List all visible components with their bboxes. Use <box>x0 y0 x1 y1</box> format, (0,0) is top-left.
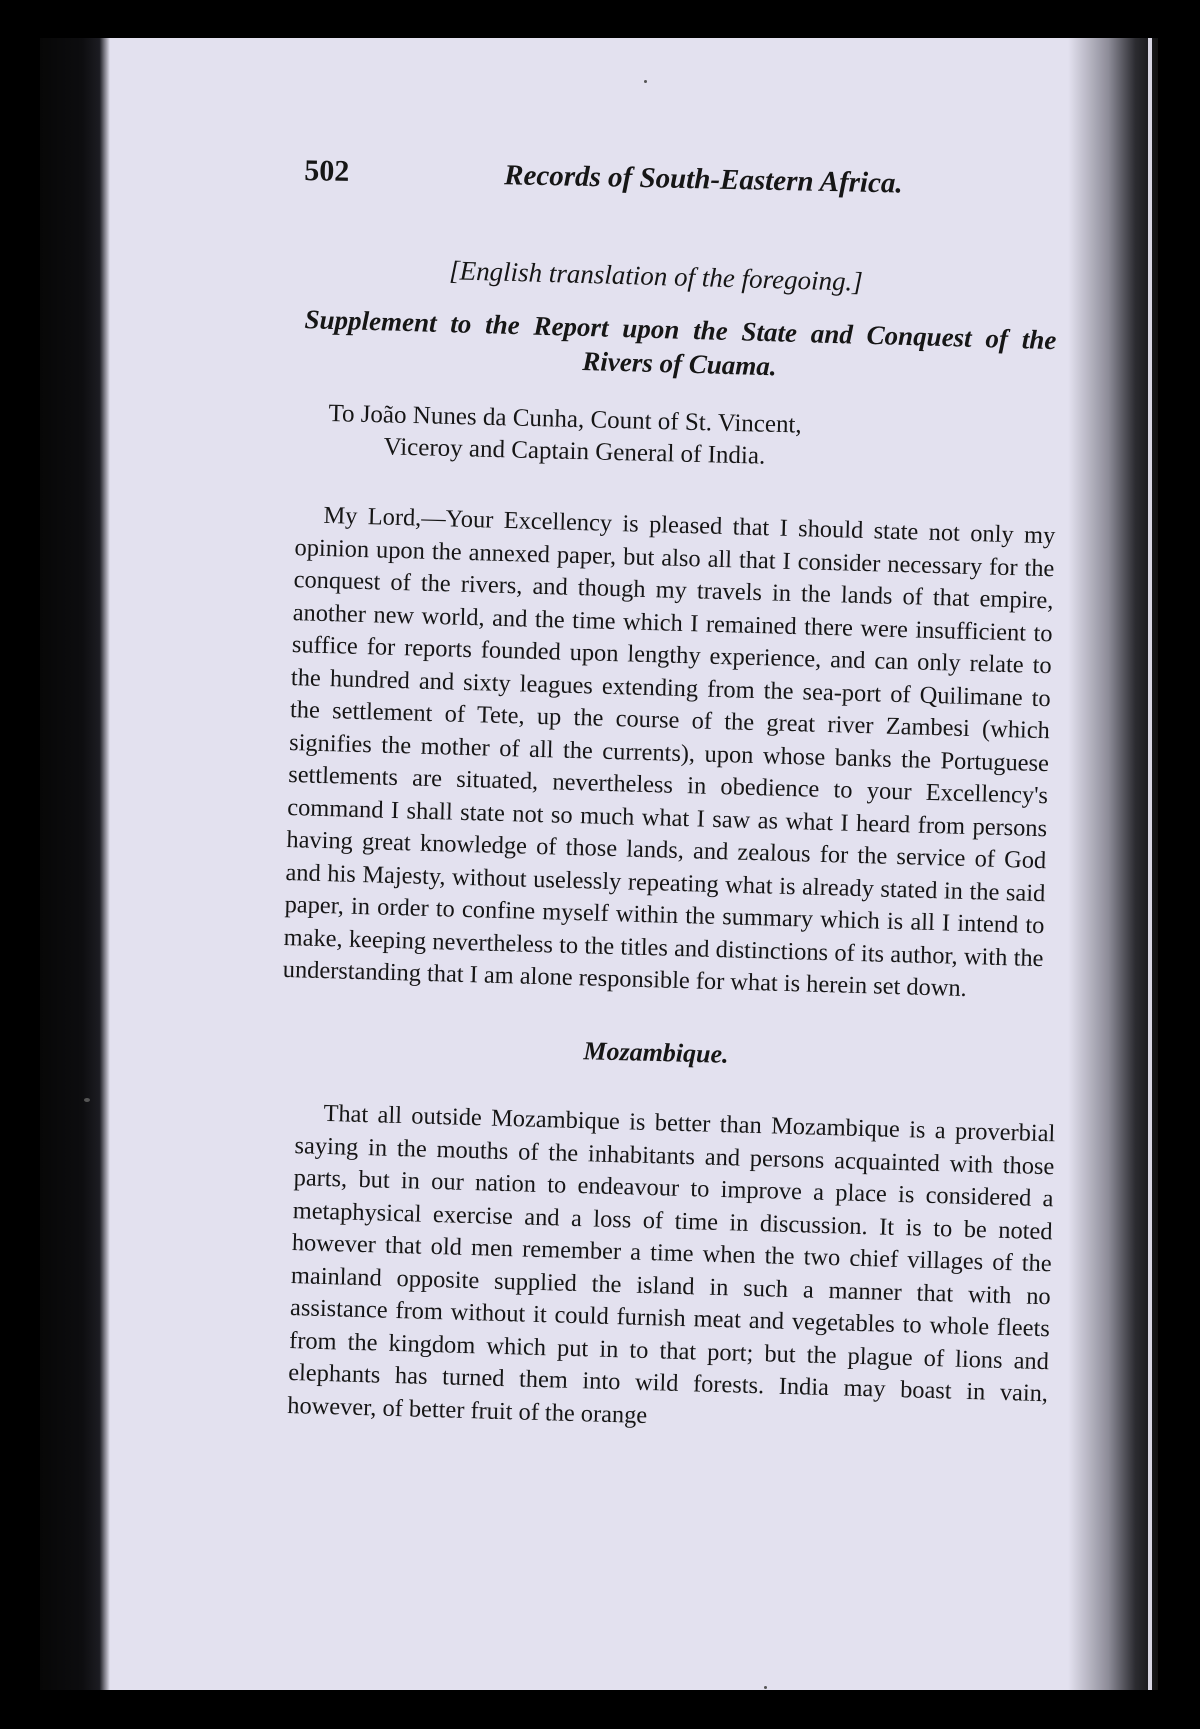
page-edge <box>1148 38 1152 1690</box>
paper-speck <box>764 1686 767 1689</box>
running-title: Records of South-Eastern Africa. <box>503 159 903 200</box>
book-page <box>40 38 1158 1690</box>
page-number: 502 <box>303 154 350 188</box>
running-head <box>255 153 1056 230</box>
page-content <box>256 153 1056 1445</box>
address-line-1: To João Nunes da Cunha, Count of St. Vincent, <box>328 399 803 439</box>
document-subtitle: Supplement to the Report upon the State and Conquest of the Rivers of Cuama. <box>304 304 1057 382</box>
paper-speck <box>644 80 647 83</box>
paragraph-mozambique: That all outside Mozambique is better than Mozambique is a proverbial saying in the mouths of the inhabitants and persons acquainted with those parts, but in our nation to endeavour to improve a place is considered a metaphysical exercise and a loss of time in discussion. It is to be noted however that old men remember a time when the two chief villages of the mainland opposite supplied the island in such a manner that with no assistance from without it could furnish meat and vegetables to whole fleets from the kingdom which put in to that port; but the plague of lions and elephants has turned them into wild forests. India may boast in vain, however, of better fruit of the orange <box>287 1099 1056 1429</box>
page-edge-shadow <box>1068 38 1158 1690</box>
paragraph-letter: My Lord,—Your Excellency is pleased that I should state not only my opinion upon the annexed paper, but also all that I consider necessary for the conquest of the rivers, and though my travels in the lands of that empire, another new world, and the time which I remained there were insufficient to suffice for reports founded upon lengthy experience, and can only relate to the hundred and sixty leagues extending from the sea-port of Quilimane to the settlement of Tete, up the course of the great river Zambesi (which signifies the mother of all the currents), upon whose banks the Portuguese settlements are situated, nevertheless in obedience to your Excellency's command I shall state not so much what I saw as what I heard from persons having great knowledge of those lands, and zealous for the service of God and his Majesty, without uselessly repeating what is already stated in the said paper, in order to confine myself within the summary which is all I intend to make, keeping nevertheless to the titles and distinctions of its author, with the understanding that I am alone responsible for what is herein set down. <box>282 501 1056 1003</box>
address-block <box>255 396 1056 480</box>
translation-caption: [English translation of the foregoing.] <box>448 255 864 297</box>
paper-speck <box>84 1098 90 1102</box>
address-line-2: Viceroy and Captain General of India. <box>383 433 766 470</box>
page-spine-shadow <box>40 38 110 1690</box>
section-heading-mozambique: Mozambique. <box>583 1035 729 1069</box>
